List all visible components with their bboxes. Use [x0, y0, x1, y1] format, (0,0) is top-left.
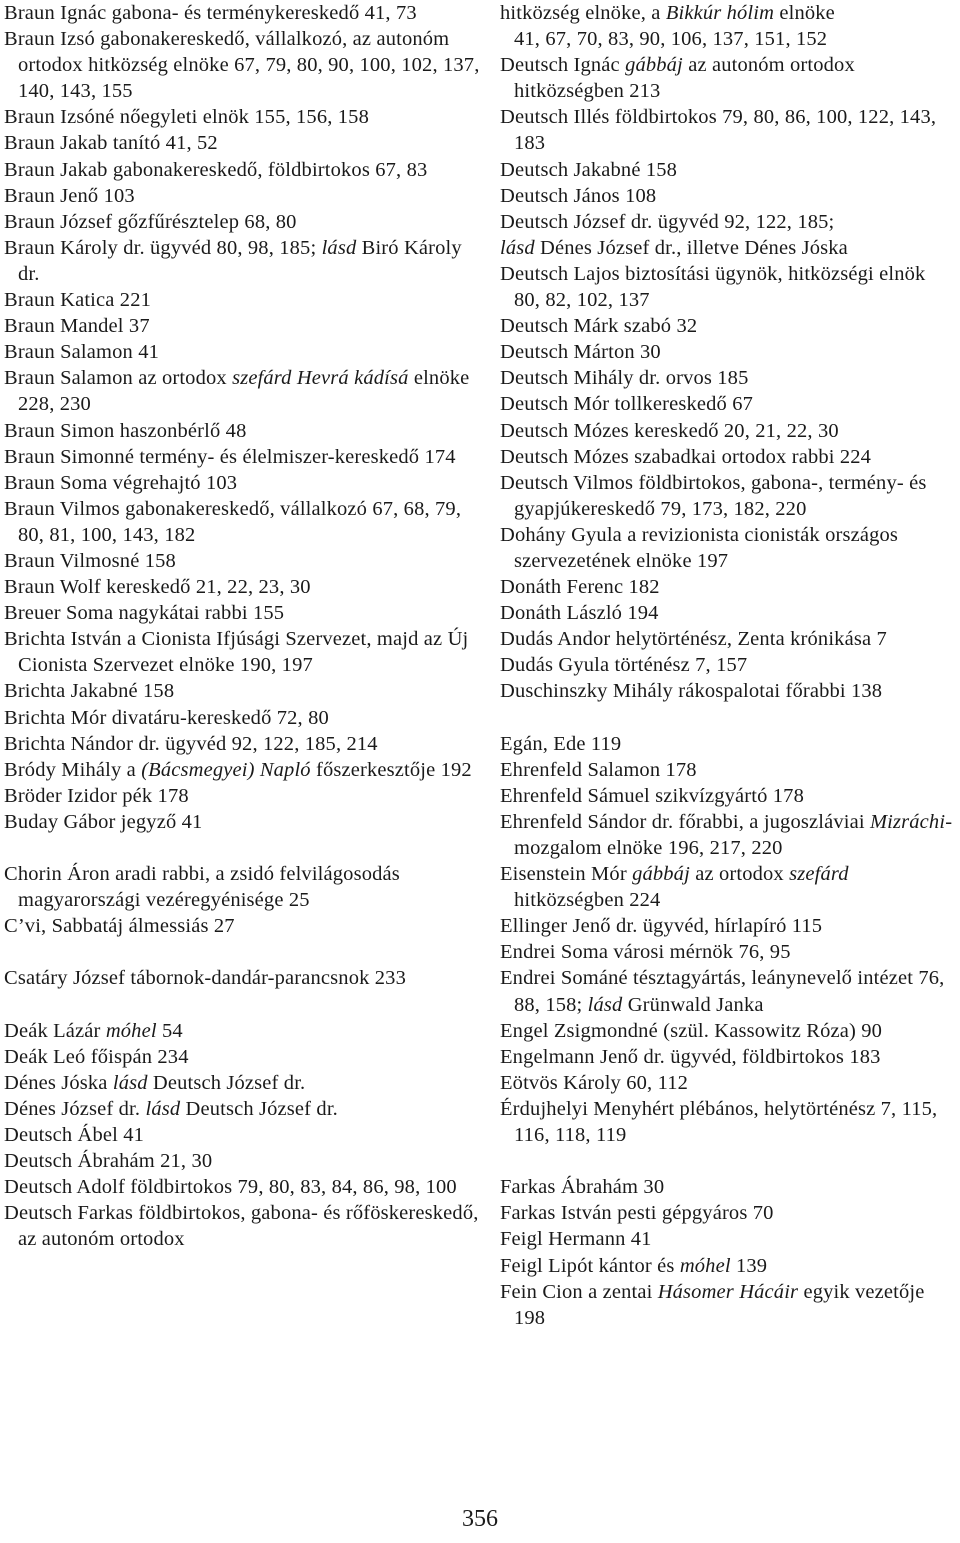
index-entry-text: egyik vezetője 198	[514, 1280, 925, 1329]
index-entry	[500, 444, 956, 470]
index-entry	[500, 731, 956, 757]
index-entry-text: Braun Salamon 41	[4, 341, 159, 364]
index-entry-text: Fein Cion a zentai	[500, 1280, 658, 1303]
index-entry-text: Farkas István pesti gépgyáros 70	[500, 1202, 774, 1225]
index-entry-text: Endrei Soma városi mérnök 76, 95	[500, 941, 791, 964]
index-entry-text: Deutsch Mózes szabadkai ortodox rabbi 224	[500, 445, 872, 468]
index-entry-text: Brichta Mór divatáru-kereskedő 72, 80	[4, 706, 329, 729]
index-entry-text: 139	[730, 1254, 768, 1277]
index-entry-text: Biró Károly dr.	[18, 236, 462, 285]
index-entry-text: Braun Jakab tanító 41, 52	[4, 132, 218, 155]
index-entry-text: Braun Soma végrehajtó 103	[4, 471, 238, 494]
index-entry	[4, 1174, 482, 1200]
index-entry-text: C’vi, Sabbatáj álmessiás 27	[4, 915, 235, 938]
index-entry	[500, 209, 956, 235]
index-entry-text: Engelmann Jenő dr. ügyvéd, földbirtokos 183	[500, 1045, 881, 1068]
index-entry	[4, 339, 482, 365]
index-entry-text: Deutsch Márk szabó 32	[500, 315, 698, 338]
index-entry-italic-text: gábbáj	[625, 54, 683, 77]
index-column-left	[4, 0, 482, 1253]
index-entry	[500, 1200, 956, 1226]
index-entry	[500, 52, 956, 104]
index-entry	[500, 574, 956, 600]
index-entry	[500, 809, 956, 861]
index-entry-text: Braun Izsó gabonakereskedő, vállalkozó, az autonóm ortodox hitközség elnöke 67, 79, 80, 90, 100, 102, 137, 140, 143, 155	[4, 28, 480, 103]
index-entry	[500, 626, 956, 652]
index-entry-text: Braun Simon haszonbérlő 48	[4, 419, 247, 442]
index-entry-text: Braun Károly dr. ügyvéd 80, 98, 185;	[4, 236, 322, 259]
index-entry-text: Deutsch Illés földbirtokos 79, 80, 86, 100, 122, 143, 183	[500, 106, 937, 155]
index-entry	[500, 783, 956, 809]
index-entry-text: az ortodox	[689, 863, 790, 886]
index-entry	[500, 365, 956, 391]
index-entry-text: Bröder Izidor pék 178	[4, 784, 189, 807]
index-entry	[4, 470, 482, 496]
index-entry-text: Egán, Ede 119	[500, 732, 622, 755]
index-entry-text: Deutsch Mihály dr. orvos 185	[500, 367, 749, 390]
index-entry-text: Deutsch József dr.	[147, 1071, 306, 1094]
index-entry-text: Donáth László 194	[500, 602, 659, 625]
index-entry-text: hitközségben 224	[514, 889, 661, 912]
index-entry-text: Deutsch Márton 30	[500, 341, 661, 364]
index-entry-text: Deutsch Farkas földbirtokos, gabona- és rőföskereskedő, az autonóm ortodox	[4, 1202, 479, 1251]
index-entry-italic-text: gábbáj	[632, 863, 690, 886]
index-entry	[500, 418, 956, 444]
index-entry-text: Csatáry József tábornok-dandár-parancsnok 233	[4, 967, 406, 990]
section-gap	[4, 939, 482, 965]
index-entry-text: Duschinszky Mihály rákospalotai főrabbi 138	[500, 680, 883, 703]
index-entry-text: Breuer Soma nagykátai rabbi 155	[4, 602, 285, 625]
index-entry-italic-text: móhel	[105, 1019, 157, 1042]
index-entry-text: Dudás Gyula történész 7, 157	[500, 654, 748, 677]
index-entry-text: Dénes Jóska	[4, 1071, 113, 1094]
index-entry	[4, 757, 482, 783]
page-number: 356	[462, 1506, 498, 1532]
index-entry	[500, 391, 956, 417]
index-entry-text: Bródy Mihály a	[4, 758, 142, 781]
index-entry	[4, 104, 482, 130]
index-entry	[4, 574, 482, 600]
index-entry	[500, 157, 956, 183]
index-entry-text: -mozgalom elnöke 196, 217, 220	[514, 810, 953, 859]
index-entry	[4, 809, 482, 835]
index-entry-text: Deutsch Jakabné 158	[500, 158, 678, 181]
index-entry	[500, 1279, 956, 1331]
index-entry	[500, 1253, 956, 1279]
index-entry	[500, 965, 956, 1017]
index-entry	[4, 235, 482, 287]
index-entry-continuation	[500, 0, 956, 26]
index-entry	[4, 1122, 482, 1148]
index-entry-italic-text: lásd	[145, 1097, 181, 1120]
index-entry-text: Braun Vilmos gabonakereskedő, vállalkozó 67, 68, 79, 80, 81, 100, 143, 182	[4, 497, 462, 546]
index-entry	[4, 496, 482, 548]
index-entry	[500, 1070, 956, 1096]
index-entry-italic-text: lásd	[500, 236, 535, 259]
index-entry-italic-text: szefárd Hevrá kádísá	[232, 367, 409, 390]
index-entry	[500, 339, 956, 365]
section-gap	[4, 992, 482, 1018]
index-entry	[500, 1044, 956, 1070]
index-entry	[4, 287, 482, 313]
index-entry	[500, 678, 956, 704]
index-entry-italic-text: Hásomer Hácáir	[657, 1280, 799, 1303]
index-entry-text: az autonóm ortodox hitközségben 213	[514, 54, 855, 103]
index-entry-text: 41, 67, 70, 83, 90, 106, 137, 151, 152	[514, 28, 828, 51]
index-entry-text: Ehrenfeld Salamon 178	[500, 758, 697, 781]
index-entry-italic-text: Mizráchi	[869, 810, 946, 833]
index-entry-text: Deutsch Mór tollkereskedő 67	[500, 393, 753, 416]
index-entry-text: Deutsch Mózes kereskedő 20, 21, 22, 30	[500, 419, 839, 442]
index-entry-italic-text: lásd	[587, 993, 623, 1016]
index-entry	[4, 1200, 482, 1252]
index-entry-text: Ehrenfeld Sándor dr. főrabbi, a jugoszláviai	[500, 810, 870, 833]
index-entry-italic-text: (Bácsmegyei) Napló	[141, 758, 311, 781]
index-entry	[4, 444, 482, 470]
index-entry	[4, 783, 482, 809]
index-entry-text: Braun Mandel 37	[4, 315, 150, 338]
index-entry	[4, 548, 482, 574]
index-entry	[4, 1096, 482, 1122]
index-entry	[4, 418, 482, 444]
index-entry-text: Donáth Ferenc 182	[500, 576, 660, 599]
index-entry	[4, 861, 482, 913]
index-entry-text: Braun Ignác gabona- és terménykereskedő 41, 73	[4, 2, 417, 24]
index-entry-text: Deutsch József dr. ügyvéd 92, 122, 185;	[500, 210, 835, 233]
index-entry	[4, 913, 482, 939]
index-entry-text: Dudás Andor helytörténész, Zenta krónikása 7	[500, 628, 887, 651]
index-entry	[4, 731, 482, 757]
section-gap	[500, 705, 956, 731]
index-entry-text: Deutsch Adolf földbirtokos 79, 80, 83, 84, 86, 98, 100	[4, 1176, 457, 1199]
index-entry	[500, 104, 956, 156]
index-entry-text: Ellinger Jenő dr. ügyvéd, hírlapíró 115	[500, 915, 823, 938]
index-entry	[500, 652, 956, 678]
index-entry-italic-text: lásd	[321, 236, 357, 259]
index-entry	[4, 0, 482, 26]
index-entry	[500, 1174, 956, 1200]
index-entry-text: főszerkesztője 192	[310, 758, 472, 781]
index-entry	[4, 157, 482, 183]
index-entry-text: Engel Zsigmondné (szül. Kassowitz Róza) 90	[500, 1019, 883, 1042]
index-entry	[500, 1018, 956, 1044]
index-entry	[500, 757, 956, 783]
index-entry-text: Feigl Hermann 41	[500, 1228, 652, 1251]
index-entry	[500, 600, 956, 626]
index-entry-text: Deutsch Ábrahám 21, 30	[4, 1150, 213, 1173]
index-entry-text: Grünwald Janka	[622, 993, 764, 1016]
index-column-right	[500, 0, 956, 1331]
index-entry-text: Braun Simonné termény- és élelmiszer-kereskedő 174	[4, 445, 456, 468]
index-entry	[4, 600, 482, 626]
index-entry	[500, 470, 956, 522]
index-entry-text: Érdujhelyi Menyhért plébános, helytörténész 7, 115, 116, 118, 119	[500, 1097, 938, 1147]
index-entry-text: Braun Wolf kereskedő 21, 22, 23, 30	[4, 576, 311, 599]
index-entry-text: Feigl Lipót kántor és	[500, 1254, 680, 1277]
index-entry-text: Eötvös Károly 60, 112	[500, 1071, 689, 1094]
index-entry-text: Braun Katica 221	[4, 289, 151, 312]
index-entry-text: Ehrenfeld Sámuel szikvízgyártó 178	[500, 784, 804, 807]
index-entry	[4, 626, 482, 678]
index-entry-text: elnöke 228, 230	[18, 367, 470, 416]
index-entry-continuation	[500, 235, 956, 261]
index-entry	[4, 1070, 482, 1096]
index-entry-italic-text: lásd	[112, 1071, 148, 1094]
index-entry	[4, 365, 482, 417]
section-gap	[500, 1148, 956, 1174]
index-entry-text: Braun Salamon az ortodox	[4, 367, 233, 390]
index-entry-text: Brichta Jakabné 158	[4, 680, 175, 703]
index-entry-italic-text: Bikkúr hólim	[665, 2, 775, 24]
index-entry-text: Deutsch József dr.	[180, 1097, 338, 1120]
index-entry	[4, 26, 482, 104]
index-entry-text: Deutsch Ignác	[500, 54, 626, 77]
index-entry	[4, 130, 482, 156]
index-entry-text: Dénes József dr., illetve Dénes Jóska	[534, 236, 848, 259]
index-entry-text: Eisenstein Mór	[500, 863, 633, 886]
index-entry-text: elnöke	[774, 2, 835, 24]
index-entry	[4, 705, 482, 731]
index-entry	[4, 209, 482, 235]
index-entry	[500, 1096, 956, 1148]
index-entry-text: 54	[156, 1019, 183, 1042]
index-entry-italic-text: móhel	[679, 1254, 731, 1277]
index-entry	[500, 1226, 956, 1252]
index-entry-italic-text: szefárd	[789, 863, 849, 886]
index-entry-text: Farkas Ábrahám 30	[500, 1176, 665, 1199]
index-entry-text: Dénes József dr.	[4, 1097, 146, 1120]
index-entry-text: Braun József gőzfűrésztelep 68, 80	[4, 210, 297, 233]
index-entry-text: Chorin Áron aradi rabbi, a zsidó felvilágosodás magyarországi vezéregyénisége 25	[4, 863, 400, 912]
index-entry	[4, 1018, 482, 1044]
index-entry-text: Braun Vilmosné 158	[4, 549, 176, 572]
index-entry-text: Deutsch Lajos biztosítási ügynök, hitközségi elnök 80, 82, 102, 137	[500, 262, 926, 312]
index-entry	[4, 183, 482, 209]
index-entry-text: Brichta István a Cionista Ifjúsági Szervezet, majd az Új Cionista Szervezet elnöke 190, 197	[4, 628, 469, 677]
index-entry-continuation	[500, 26, 956, 52]
index-entry	[500, 522, 956, 574]
index-entry-text: Braun Jenő 103	[4, 184, 135, 207]
section-gap	[4, 835, 482, 861]
index-entry	[500, 261, 956, 313]
index-entry-text: Brichta Nándor dr. ügyvéd 92, 122, 185, 214	[4, 732, 378, 755]
index-entry	[4, 313, 482, 339]
index-entry-text: hitközség elnöke, a	[500, 2, 666, 24]
index-entry-text: Deutsch Vilmos földbirtokos, gabona-, termény- és gyapjúkereskedő 79, 173, 182, 220	[500, 471, 927, 520]
index-entry-text: Deutsch János 108	[500, 184, 657, 207]
index-entry	[500, 939, 956, 965]
index-entry	[4, 1044, 482, 1070]
index-entry	[4, 678, 482, 704]
index-entry	[4, 965, 482, 991]
index-entry-text: Endrei Sománé tésztagyártás, leánynevelő intézet 76, 88, 158;	[500, 967, 945, 1016]
index-entry	[4, 1148, 482, 1174]
index-entry-text: Deák Leó főispán 234	[4, 1045, 189, 1068]
index-entry	[500, 313, 956, 339]
index-entry	[500, 861, 956, 913]
index-entry-text: Deutsch Ábel 41	[4, 1124, 145, 1147]
index-entry-text: Braun Izsóné nőegyleti elnök 155, 156, 158	[4, 106, 369, 129]
index-entry-text: Deák Lázár	[4, 1019, 106, 1042]
index-entry-text: Dohány Gyula a revizionista cionisták országos szervezetének elnöke 197	[500, 523, 899, 572]
index-entry	[500, 913, 956, 939]
index-entry	[500, 183, 956, 209]
index-entry-text: Buday Gábor jegyző 41	[4, 810, 203, 833]
index-entry-text: Braun Jakab gabonakereskedő, földbirtokos 67, 83	[4, 158, 428, 181]
